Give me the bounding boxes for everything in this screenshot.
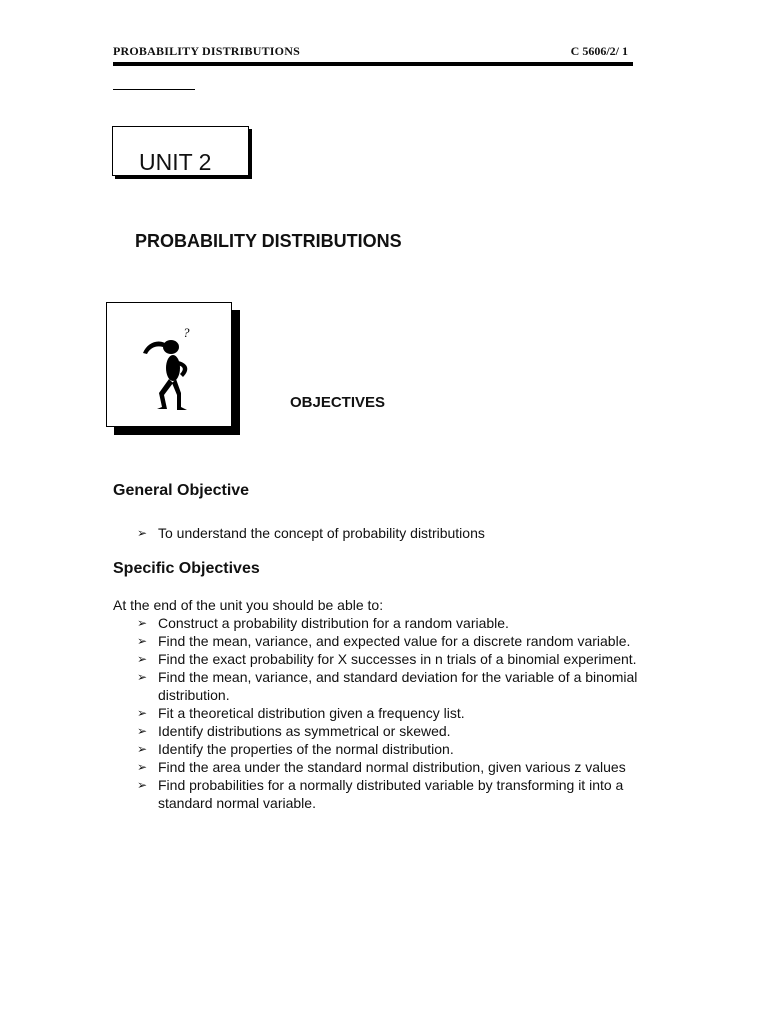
list-item-text: Identify distributions as symmetrical or skewed.: [158, 723, 451, 739]
list-item: [137, 704, 652, 722]
arrow-bullet-icon: ➢: [137, 670, 148, 684]
arrow-bullet-icon: ➢: [137, 742, 148, 756]
header-title: PROBABILITY DISTRIBUTIONS: [113, 44, 300, 58]
arrow-bullet-icon: ➢: [137, 724, 148, 738]
unit-label: UNIT 2: [139, 149, 212, 175]
short-divider: [113, 89, 195, 90]
list-item: [137, 632, 652, 650]
arrow-bullet-icon: ➢: [137, 634, 148, 648]
list-item-text: Fit a theoretical distribution given a frequency list.: [158, 705, 465, 721]
arrow-bullet-icon: ➢: [137, 616, 148, 630]
list-item-text: Find the area under the standard normal distribution, given various z values: [158, 759, 626, 775]
list-item-text: To understand the concept of probability distributions: [158, 525, 485, 541]
list-item: [137, 722, 652, 740]
unit-box: [112, 126, 249, 176]
list-item: [137, 614, 652, 632]
list-item: [137, 668, 652, 704]
list-item: [137, 776, 652, 812]
specific-objectives-heading: Specific Objectives: [113, 560, 260, 577]
list-item: [137, 740, 652, 758]
list-item: [137, 650, 652, 668]
list-item: [137, 758, 652, 776]
list-item-text: Identify the properties of the normal distribution.: [158, 741, 454, 757]
objectives-heading: OBJECTIVES: [290, 394, 386, 411]
arrow-bullet-icon: ➢: [137, 652, 148, 666]
header-course-code: C 5606/2/ 1: [570, 44, 628, 58]
specific-objectives-intro: At the end of the unit you should be able to:: [113, 597, 384, 613]
general-objective-heading: General Objective: [113, 482, 250, 499]
thinking-figure-icon: [129, 323, 209, 413]
list-item: [137, 524, 657, 542]
general-objective-list: [137, 524, 657, 542]
arrow-bullet-icon: ➢: [137, 526, 148, 540]
page-title: PROBABILITY DISTRIBUTIONS: [135, 231, 402, 251]
list-item-text: Find probabilities for a normally distributed variable by transforming it into a standard normal variable.: [158, 777, 624, 811]
arrow-bullet-icon: ➢: [137, 706, 148, 720]
list-item-text: Find the mean, variance, and expected value for a discrete random variable.: [158, 633, 631, 649]
figure-box: [106, 302, 232, 427]
svg-text:?: ?: [183, 325, 190, 340]
list-item-text: Find the exact probability for X successes in n trials of a binomial experiment.: [158, 651, 637, 667]
list-item-text: Find the mean, variance, and standard deviation for the variable of a binomial distribution.: [158, 669, 638, 703]
specific-objectives-list: [137, 614, 652, 812]
header-rule: [113, 62, 633, 66]
arrow-bullet-icon: ➢: [137, 760, 148, 774]
arrow-bullet-icon: ➢: [137, 778, 148, 792]
list-item-text: Construct a probability distribution for a random variable.: [158, 615, 509, 631]
